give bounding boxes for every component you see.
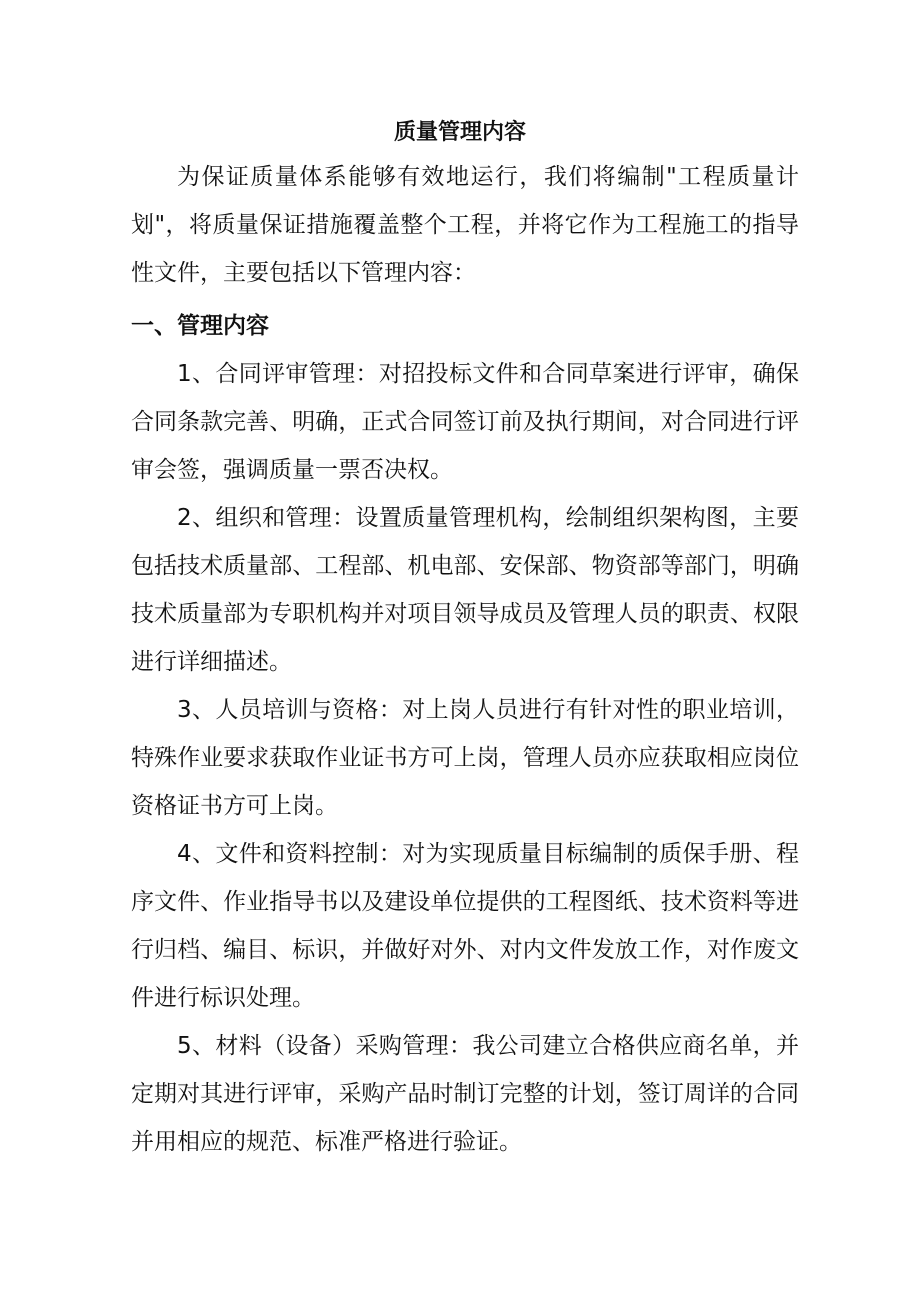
list-item-procurement: 5、材料（设备）采购管理：我公司建立合格供应商名单，并定期对其进行评审，采购产品时制订完整的计划，签订周详的合同并用相应的规范、标准严格进行验证。 (131, 1033, 799, 1155)
list-item-document-control: 4、文件和资料控制：对为实现质量目标编制的质保手册、程序文件、作业指导书以及建设单位提供的工程图纸、技术资料等进行归档、编目、标识，并做好对外、对内文件发放工作，对作废文件进行标识处理。 (131, 841, 799, 1011)
list-item-organization: 2、组织和管理：设置质量管理机构，绘制组织架构图，主要包括技术质量部、工程部、机电部、安保部、物资部等部门，明确技术质量部为专职机构并对项目领导成员及管理人员的职责、权限进行详细描述。 (131, 505, 799, 675)
list-item-contract-review: 1、合同评审管理：对招投标文件和合同草案进行评审，确保合同条款完善、明确，正式合同签订前及执行期间，对合同进行评审会签，强调质量一票否决权。 (131, 361, 799, 483)
list-item-training: 3、人员培训与资格：对上岗人员进行有针对性的职业培训，特殊作业要求获取作业证书方可上岗，管理人员亦应获取相应岗位资格证书方可上岗。 (131, 697, 799, 819)
intro-paragraph: 为保证质量体系能够有效地运行，我们将编制"工程质量计划"，将质量保证措施覆盖整个工程，并将它作为工程施工的指导性文件，主要包括以下管理内容： (131, 164, 799, 286)
section-heading: 一、管理内容 (131, 313, 269, 339)
document-title: 质量管理内容 (393, 120, 526, 145)
